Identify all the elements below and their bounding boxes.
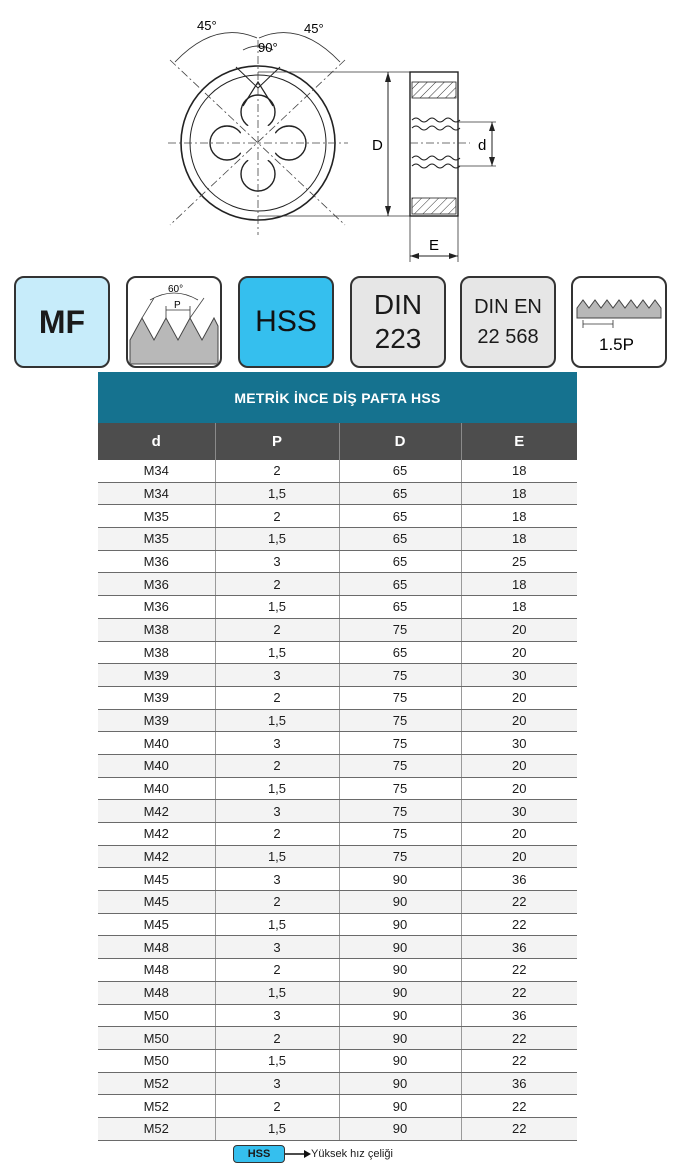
table-row [98, 618, 577, 641]
thread-pitch-symbol: P [174, 300, 181, 311]
size-table [98, 423, 577, 1141]
cell-p: 2 [215, 959, 339, 982]
cell-outer-d: 75 [339, 709, 461, 732]
cell-outer-d: 65 [339, 641, 461, 664]
cell-e: 36 [461, 1072, 577, 1095]
cell-outer-d: 90 [339, 891, 461, 914]
cell-p: 1,5 [215, 913, 339, 936]
cell-p: 3 [215, 868, 339, 891]
cell-d: M38 [98, 641, 215, 664]
angle-center-label: 90° [258, 40, 278, 55]
cell-d: M38 [98, 618, 215, 641]
table-row [98, 1072, 577, 1095]
table-row [98, 868, 577, 891]
header-e: E [461, 423, 577, 460]
table-row [98, 913, 577, 936]
thread-profile-icon [128, 278, 220, 366]
cell-outer-d: 65 [339, 550, 461, 573]
cell-e: 18 [461, 482, 577, 505]
cell-e: 36 [461, 936, 577, 959]
table-row [98, 1117, 577, 1140]
cell-p: 2 [215, 505, 339, 528]
cell-outer-d: 75 [339, 664, 461, 687]
thread-angle-label: 60° [168, 284, 184, 295]
cell-d: M52 [98, 1117, 215, 1140]
thread-profile-badge [126, 276, 222, 368]
cell-outer-d: 75 [339, 732, 461, 755]
cell-d: M50 [98, 1004, 215, 1027]
cell-p: 1,5 [215, 1049, 339, 1072]
cell-d: M36 [98, 550, 215, 573]
pitch-thread-icon [573, 278, 665, 366]
cell-p: 1,5 [215, 845, 339, 868]
cell-e: 30 [461, 664, 577, 687]
cell-p: 1,5 [215, 709, 339, 732]
cell-p: 1,5 [215, 1117, 339, 1140]
table-body [98, 460, 577, 1140]
cell-p: 2 [215, 1095, 339, 1118]
cell-p: 1,5 [215, 777, 339, 800]
dim-width-label: E [429, 237, 440, 254]
table-row [98, 573, 577, 596]
mf-label: MF [38, 303, 86, 340]
table-row [98, 460, 577, 482]
cell-outer-d: 65 [339, 482, 461, 505]
table-row [98, 596, 577, 619]
table-header-row [98, 423, 577, 460]
front-view [168, 33, 348, 235]
cell-d: M45 [98, 913, 215, 936]
cell-d: M52 [98, 1095, 215, 1118]
cell-d: M42 [98, 800, 215, 823]
cell-p: 3 [215, 550, 339, 573]
cell-outer-d: 65 [339, 596, 461, 619]
cell-outer-d: 90 [339, 1004, 461, 1027]
cell-d: M50 [98, 1049, 215, 1072]
cell-p: 2 [215, 823, 339, 846]
cell-d: M42 [98, 823, 215, 846]
cell-outer-d: 65 [339, 528, 461, 551]
dim-outer-label: D [372, 137, 383, 154]
cell-outer-d: 90 [339, 959, 461, 982]
cell-d: M34 [98, 460, 215, 482]
cell-outer-d: 65 [339, 460, 461, 482]
cell-e: 20 [461, 641, 577, 664]
pitch-value-label: 1.5P [599, 335, 634, 354]
table-row [98, 528, 577, 551]
table-row [98, 777, 577, 800]
cell-outer-d: 75 [339, 686, 461, 709]
cell-p: 1,5 [215, 528, 339, 551]
cell-d: M42 [98, 845, 215, 868]
cell-p: 3 [215, 1004, 339, 1027]
cell-d: M40 [98, 777, 215, 800]
cell-e: 20 [461, 754, 577, 777]
cell-d: M50 [98, 1027, 215, 1050]
cell-p: 2 [215, 573, 339, 596]
cell-outer-d: 90 [339, 936, 461, 959]
cell-e: 20 [461, 845, 577, 868]
mf-badge [14, 276, 110, 368]
table-row [98, 754, 577, 777]
header-p: P [215, 423, 339, 460]
cell-outer-d: 75 [339, 800, 461, 823]
cell-p: 3 [215, 936, 339, 959]
cell-e: 20 [461, 709, 577, 732]
cell-p: 2 [215, 686, 339, 709]
din-en-badge [460, 276, 556, 368]
cell-d: M39 [98, 664, 215, 687]
table-title: METRİK İNCE DİŞ PAFTA HSS [98, 372, 577, 423]
cell-p: 1,5 [215, 482, 339, 505]
cell-e: 20 [461, 618, 577, 641]
cell-d: M40 [98, 732, 215, 755]
cell-d: M48 [98, 981, 215, 1004]
cell-p: 3 [215, 732, 339, 755]
dim-thread-label: d [478, 137, 487, 154]
cell-p: 1,5 [215, 596, 339, 619]
table-row [98, 823, 577, 846]
legend [233, 1145, 393, 1163]
cell-outer-d: 65 [339, 573, 461, 596]
cell-e: 30 [461, 800, 577, 823]
cell-p: 1,5 [215, 981, 339, 1004]
table-row [98, 959, 577, 982]
cell-p: 2 [215, 754, 339, 777]
cell-d: M52 [98, 1072, 215, 1095]
din-line1: DIN [373, 289, 423, 320]
cell-p: 3 [215, 664, 339, 687]
cell-outer-d: 75 [339, 777, 461, 800]
cell-outer-d: 65 [339, 505, 461, 528]
hss-label: HSS [255, 305, 317, 338]
cell-e: 20 [461, 777, 577, 800]
table-row [98, 686, 577, 709]
cell-d: M36 [98, 596, 215, 619]
table-row [98, 1004, 577, 1027]
cell-e: 30 [461, 732, 577, 755]
cell-d: M40 [98, 754, 215, 777]
table-row [98, 1049, 577, 1072]
cell-e: 22 [461, 1027, 577, 1050]
legend-hss-badge: HSS [233, 1145, 285, 1163]
pitch-badge [571, 276, 667, 368]
cell-d: M39 [98, 709, 215, 732]
angle-left-label: 45° [197, 18, 217, 33]
cell-d: M48 [98, 936, 215, 959]
cell-e: 22 [461, 1049, 577, 1072]
cell-e: 22 [461, 1117, 577, 1140]
header-d: d [98, 423, 215, 460]
cell-p: 3 [215, 800, 339, 823]
table-row [98, 891, 577, 914]
table-row [98, 550, 577, 573]
cell-e: 20 [461, 686, 577, 709]
cell-d: M45 [98, 868, 215, 891]
cell-e: 36 [461, 1004, 577, 1027]
din-en-line1: DIN EN [474, 296, 542, 318]
cell-outer-d: 90 [339, 1049, 461, 1072]
cell-e: 25 [461, 550, 577, 573]
cell-d: M34 [98, 482, 215, 505]
table-row [98, 641, 577, 664]
cell-outer-d: 90 [339, 1117, 461, 1140]
cell-outer-d: 90 [339, 981, 461, 1004]
table-row [98, 709, 577, 732]
die-size-table [98, 372, 577, 1141]
cell-p: 1,5 [215, 641, 339, 664]
angle-right-label: 45° [304, 21, 324, 36]
cell-outer-d: 75 [339, 618, 461, 641]
cell-d: M45 [98, 891, 215, 914]
cell-e: 18 [461, 596, 577, 619]
table-row [98, 981, 577, 1004]
table-row [98, 845, 577, 868]
table-row [98, 732, 577, 755]
cell-e: 22 [461, 891, 577, 914]
table-row [98, 664, 577, 687]
cell-p: 2 [215, 460, 339, 482]
cell-p: 3 [215, 1072, 339, 1095]
din-line2: 223 [374, 323, 422, 354]
cell-e: 22 [461, 959, 577, 982]
cell-d: M48 [98, 959, 215, 982]
cell-d: M35 [98, 528, 215, 551]
cell-d: M35 [98, 505, 215, 528]
cell-outer-d: 90 [339, 1072, 461, 1095]
hss-badge [238, 276, 334, 368]
cell-e: 18 [461, 460, 577, 482]
cell-e: 22 [461, 913, 577, 936]
cell-p: 2 [215, 618, 339, 641]
table-row [98, 1027, 577, 1050]
cell-e: 22 [461, 1095, 577, 1118]
cell-d: M36 [98, 573, 215, 596]
die-technical-drawing [0, 0, 682, 268]
cell-e: 18 [461, 528, 577, 551]
legend-text: Yüksek hız çeliği [311, 1148, 393, 1160]
cell-e: 22 [461, 981, 577, 1004]
cell-d: M39 [98, 686, 215, 709]
cell-outer-d: 90 [339, 913, 461, 936]
cell-e: 20 [461, 823, 577, 846]
arrow-right-icon [285, 1149, 311, 1159]
cell-p: 2 [215, 891, 339, 914]
cell-outer-d: 90 [339, 1095, 461, 1118]
table-row [98, 936, 577, 959]
cell-outer-d: 75 [339, 823, 461, 846]
cell-outer-d: 90 [339, 868, 461, 891]
cell-e: 36 [461, 868, 577, 891]
cell-e: 18 [461, 505, 577, 528]
cell-outer-d: 75 [339, 754, 461, 777]
table-row [98, 505, 577, 528]
din-en-line2: 22 568 [477, 326, 539, 348]
din-badge [350, 276, 446, 368]
header-outer-d: D [339, 423, 461, 460]
cell-outer-d: 90 [339, 1027, 461, 1050]
cell-outer-d: 75 [339, 845, 461, 868]
cell-e: 18 [461, 573, 577, 596]
table-row [98, 482, 577, 505]
table-row [98, 800, 577, 823]
table-row [98, 1095, 577, 1118]
cell-p: 2 [215, 1027, 339, 1050]
